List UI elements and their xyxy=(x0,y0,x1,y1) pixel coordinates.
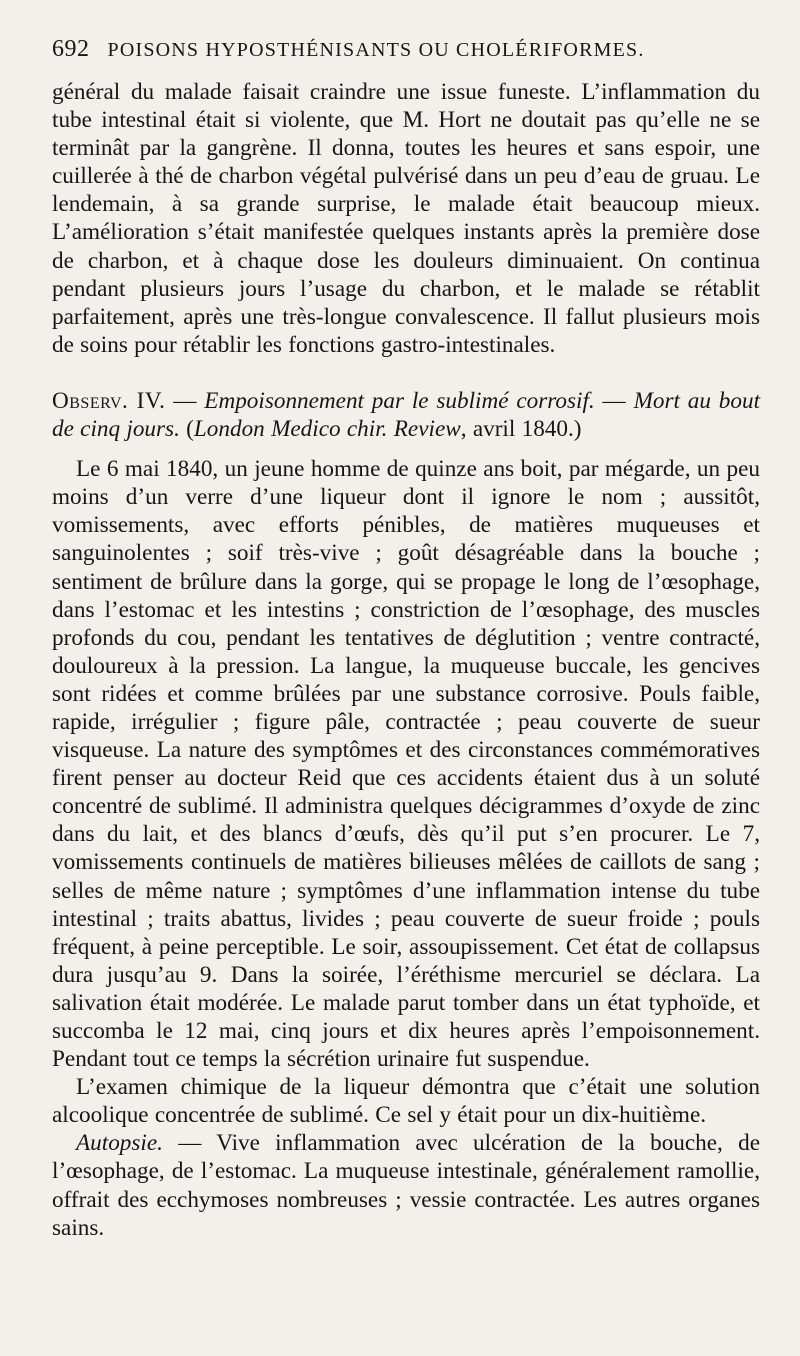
observation-source-date: , avril 1840.) xyxy=(460,416,582,443)
paragraph-continuation: général du malade faisait craindre une issue funeste. L’inflammation du tube intestinal était si violente, que M. Hort ne doutait pas qu’elle ne se terminât par la gangrène. Il donna, toutes les heures et sans espoir, une cuillerée à thé de charbon végétal pulvérisé dans un peu d’eau de gruau. Le lendemain, à sa grande surprise, le malade était beaucoup mieux. L’amélioration s’était manifestée quelques instants après la première dose de charbon, et à chaque dose les douleurs diminuaient. On continua pendant plusieurs jours l’usage du charbon, et le malade se rétablit parfaitement, après une très-longue convalescence. Il fallut plusieurs mois de soins pour rétablir les fonctions gastro-intestinales. xyxy=(52,79,760,358)
observation-title: Empoisonnement par le sublimé corrosif. xyxy=(204,387,595,414)
section-gap xyxy=(52,359,760,387)
page-number: 692 xyxy=(52,36,90,62)
observation-dash-2: — xyxy=(594,387,634,414)
paragraph-case-history: Le 6 mai 1840, un jeune homme de quinze ans boit, par mégarde, un peu moins d’un verre d’une liqueur dont il ignore le nom ; aussitôt, vomissements, avec efforts pénibles, de matières muqueuses et sanguinolentes ; soif très-vive ; goût désagréable dans la bouche ; sentiment de brûlure dans la gorge, qui se propage le long de l’œsophage, dans l’estomac et les intestins ; constriction de l’œsophage, des muscles profonds du cou, pendant les tentatives de déglutition ; ventre contracté, douloureux à la pression. La langue, la muqueuse buccale, les gencives sont ridées et comme brûlées par une substance corrosive. Pouls faible, rapide, irrégulier ; figure pâle, contractée ; peau couverte de sueur visqueuse. La nature des symptômes et des circonstances commémoratives firent penser au docteur Reid que ces accidents étaient dus à un soluté concentré de sublimé. Il administra quelques décigrammes d’oxyde de zinc dans du lait, et des blancs d’œufs, dès qu’il put s’en procurer. Le 7, vomissements continuels de matières bilieuses mêlées de caillots de sang ; selles de même nature ; symptômes d’une inflammation intense du tube intestinal ; traits abattus, livides ; peau couverte de sueur froide ; pouls fréquent, à peine perceptible. Le soir, assoupissement. Cet état de collapsus dura jusqu’au 9. Dans la soirée, l’éréthisme mercuriel se déclara. La salivation était modérée. Le malade parut tomber dans un état typhoïde, et succomba le 12 mai, cinq jours et dix heures après l’empoisonnement. Pendant tout ce temps la sécrétion urinaire fut suspendue. xyxy=(52,456,760,1073)
observation-source-open: ( xyxy=(179,416,194,443)
observation-outcome: Mort au bout de cinq jours. xyxy=(52,387,761,443)
block-gap xyxy=(52,443,760,455)
observation-label: Observ. IV. xyxy=(52,387,166,414)
observation-source-journal: London Medico chir. Review xyxy=(193,416,461,443)
autopsy-text: Vive inflammation avec ulcération de la bouche, de l’œsophage, de l’estomac. La muqueuse intestinale, généralement ramollie, offrait des ecchymoses nombreuses ; vessie contractée. Les autres organes sains. xyxy=(52,1130,760,1241)
running-head xyxy=(52,36,760,78)
observation-dash-1: — xyxy=(165,387,205,414)
autopsy-label: Autopsie. xyxy=(76,1130,163,1157)
paragraph-autopsy xyxy=(52,1129,760,1241)
running-title: POISONS HYPOSTHÉNISANTS OU CHOLÉRIFORMES. xyxy=(107,39,645,61)
paragraph-chemical-exam: L’examen chimique de la liqueur démontra que c’était une solution alcoolique concentrée de sublimé. Ce sel y était pour un dix-huitième. xyxy=(52,1074,760,1129)
observation-heading xyxy=(52,387,760,443)
autopsy-dash: — xyxy=(162,1130,217,1157)
